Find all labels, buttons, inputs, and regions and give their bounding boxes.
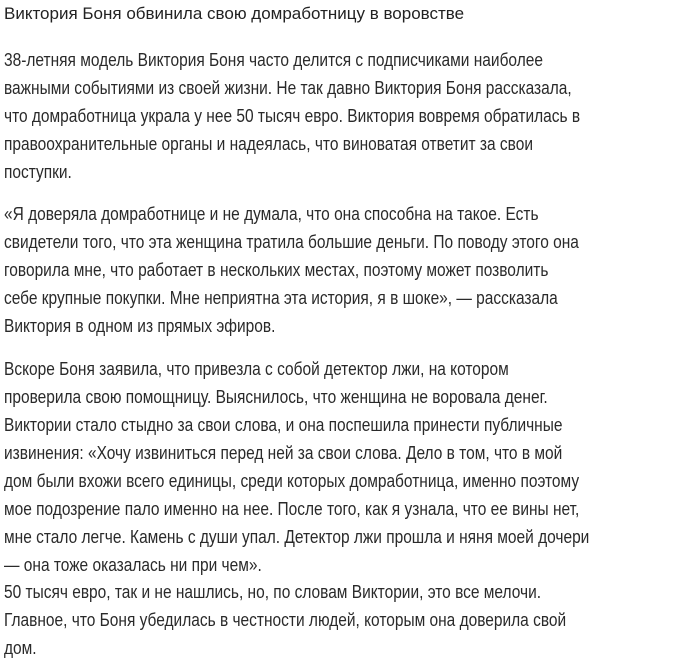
text-line: проверила свою помощницу. Выяснилось, что женщина не воровала денег.: [4, 387, 548, 407]
text-line: важными событиями из своей жизни. Не так давно Виктория Боня рассказала,: [4, 78, 572, 98]
text-line: поступки.: [4, 162, 72, 182]
text-line: правоохранительные органы и надеялась, что виноватая ответит за свои: [4, 134, 533, 154]
text-line: мне стало легче. Камень с души упал. Детектор лжи прошла и няня моей дочери: [4, 527, 590, 547]
text-line: мое подозрение пало именно на нее. После того, как я узнала, что ее вины нет,: [4, 499, 580, 519]
text-line: — она тоже оказалась ни при чем».: [4, 555, 262, 575]
text-line: свидетели того, что эта женщина тратила большие деньги. По поводу этого она: [4, 232, 579, 252]
article-paragraph-3: [4, 355, 692, 579]
text-line: говорила мне, что работает в нескольких местах, поэтому может позволить: [4, 260, 549, 280]
text-line: извинения: «Хочу извиниться перед ней за свои слова. Дело в том, что в мой: [4, 443, 563, 463]
text-line: 50 тысяч евро, так и не нашлись, но, по словам Виктории, это все мелочи.: [4, 582, 542, 602]
article-paragraph-2-quote: [4, 200, 692, 340]
article: [4, 0, 694, 658]
text-line: Виктория в одном из прямых эфиров.: [4, 316, 276, 336]
article-paragraph-4: [4, 578, 692, 662]
text-line: дом были вхожи всего единицы, среди которых домработница, именно поэтому: [4, 471, 580, 491]
text-line: 38-летняя модель Виктория Боня часто делится с подписчиками наиболее: [4, 50, 543, 70]
text-line: что домработница украла у нее 50 тысяч евро. Виктория вовремя обратилась в: [4, 106, 581, 126]
article-title: Виктория Боня обвинила свою домработницу в воровстве: [4, 4, 465, 23]
text-line: Главное, что Боня убедилась в честности людей, которым она доверила свой: [4, 610, 567, 630]
text-line: дом.: [4, 638, 37, 658]
text-line: Виктории стало стыдно за свои слова, и она поспешила принести публичные: [4, 415, 563, 435]
article-paragraph-1: [4, 46, 692, 186]
text-line: себе крупные покупки. Мне неприятна эта история, я в шоке», — рассказала: [4, 288, 558, 308]
text-line: Вскоре Боня заявила, что привезла с собой детектор лжи, на котором: [4, 359, 509, 379]
text-line: «Я доверяла домработнице и не думала, что она способна на такое. Есть: [4, 204, 539, 224]
